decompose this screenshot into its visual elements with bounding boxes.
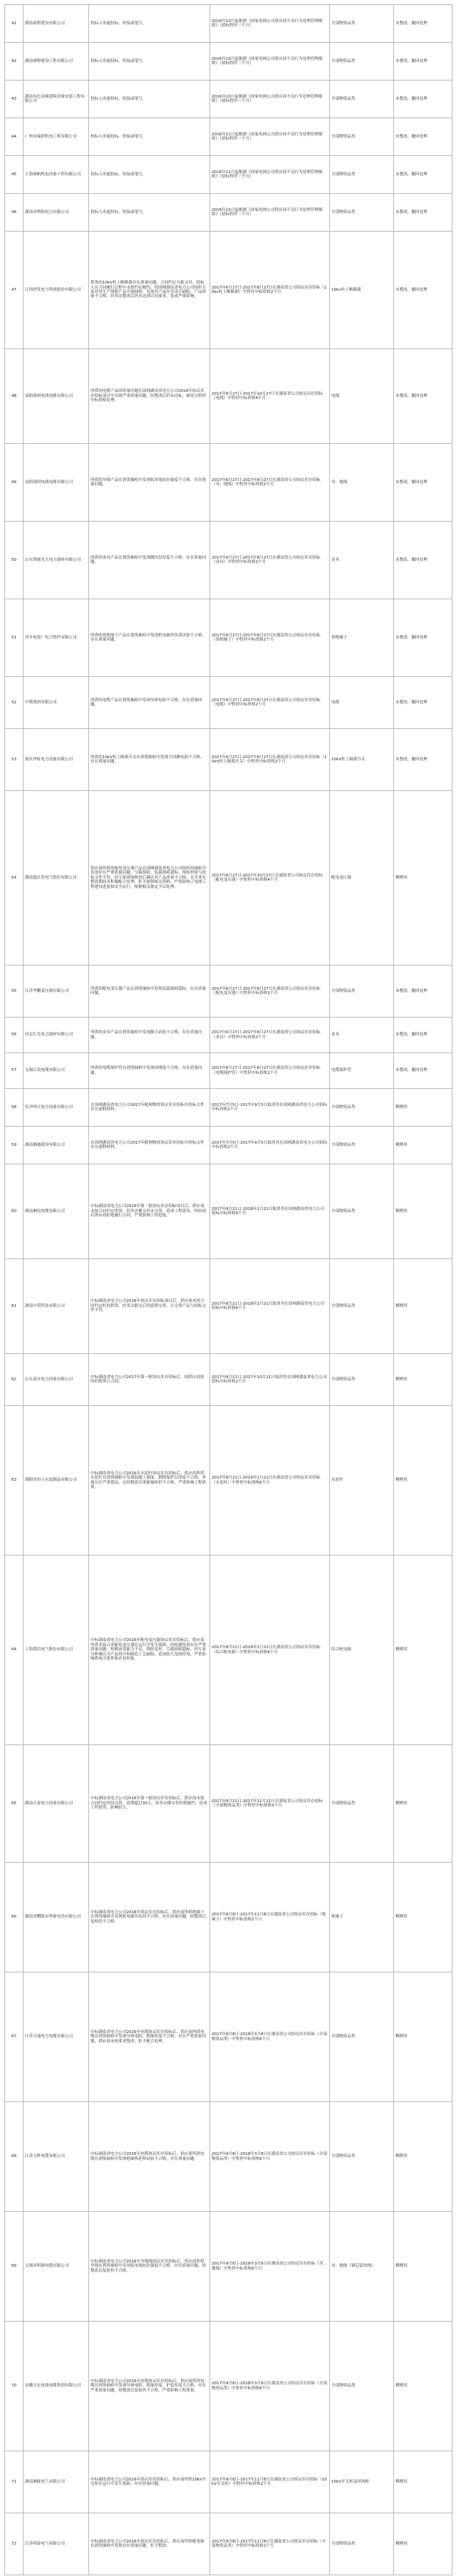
company-name: 上海睿帆机电设备工程有限公司 [24, 156, 89, 194]
table-row [5, 43, 452, 81]
penalty-period: 2017年6月27日-2017年8月27日在湖南省公司协议库存招标（导、地线）中暂停中标资格2个月 [210, 444, 330, 522]
company-name: 湖南省醴陵市华新电瓷有限公司 [24, 1863, 89, 1972]
handling-status: 未整改，撤回处理 [394, 81, 452, 118]
table-row [5, 2102, 452, 2212]
penalty-period: 2017年8月21日-2018年2月21日取消其在国网湖南省电力公司招标中标资格6个月 [210, 1259, 330, 1354]
penalty-period: 2017年9月8日-2017年11月8日在湖南省公司协议库存招标（全部物资品类）中暂停中标资格2个月 [210, 2513, 330, 2575]
handling-status: 剩例用 [394, 1745, 452, 1863]
row-number: 50 [5, 522, 24, 599]
row-number: 48 [5, 349, 24, 444]
table-row [5, 2322, 452, 2451]
material-type: 金具 [330, 522, 394, 599]
supplier-penalty-table [4, 4, 452, 2575]
company-name: 益阳珑琪电线电缆有限公司 [24, 444, 89, 522]
table-row [5, 118, 452, 156]
material-type: 全部物资品类 [330, 43, 394, 81]
violation-description: 投标人串通投标，短接或笔写， [89, 81, 210, 118]
row-number: 68 [5, 2102, 24, 2212]
violation-description: 投标人串通投标，短接或笔写， [89, 43, 210, 81]
company-name: 益阳珑琪电线电缆有限公司 [24, 349, 89, 444]
table-row [5, 1053, 452, 1089]
row-number: 70 [5, 2322, 24, 2451]
handling-status: 未整改，撤回处理 [394, 232, 452, 349]
material-type: 全部物资品类 [330, 966, 394, 1018]
table-row [5, 1745, 452, 1863]
table-row [5, 729, 452, 791]
company-name: 湖南有色金属建筑设备安装工程有限公司 [24, 81, 89, 118]
row-number: 66 [5, 1863, 24, 1972]
penalty-period: 2017年6月27日-2017年8月27日在湖南省公司协议库存招标（配电变压器）中暂停中标资格2个月 [210, 966, 330, 1018]
material-type: 全部物资品类 [330, 118, 394, 156]
table-row [5, 1259, 452, 1354]
violation-description: 投标人串通投标，短接或笔写， [89, 5, 210, 43]
penalty-period: 2016年11月起根据《国家电网公司供应商不良行为处理管理细则》（招标暂停一个月） [210, 118, 330, 156]
company-name: 重庆华虹电力设备有限公司 [24, 729, 89, 791]
penalty-period: 2017年7月5日-2017年9月5日取消其在国网湖南省电力公司招标中标资格2个月 [210, 1089, 330, 1127]
material-type: 导、地线（钢芯铝绞线） [330, 2212, 394, 2322]
company-name: 河北红光电力器材有限公司 [24, 1018, 89, 1053]
violation-description: 供应商所供的配电变压器产品在国网湖南省电力公司组织的抽检中发现存在严重质量问题，空载损耗、负载损耗超标，绕组材质与投标文件不符，经专家现场核查后确认其产品质量不合格，且企业在整改期间未积极配合处理，拒不提供相关资料，严重影响了电网工程建设进度和安全运行，根据相关规定予以处理。 [89, 791, 210, 966]
company-name: 湖南德沃普电气股份有限公司 [24, 791, 89, 966]
row-number: 61 [5, 1259, 24, 1354]
material-type: 电线 [330, 349, 394, 444]
penalty-period: 2016年10月起根据《国家电网公司供应商不良行为处理管理细则》（招标暂停三个月） [210, 5, 330, 43]
violation-description: 中标湖南省电力公司2016年电缆协议库存招标后，供应商所供电缆在到货抽检中发现绝缘热延伸试验不合格，存在质量问题。 [89, 2102, 210, 2212]
handling-status: 剩例用 [394, 791, 452, 966]
handling-status: 剩例用 [394, 2322, 452, 2451]
company-name: 江苏宝胜电缆有限公司 [24, 2102, 89, 2212]
material-type: 全部物资品类 [330, 5, 394, 43]
row-number: 60 [5, 1164, 24, 1259]
handling-status: 剩例用 [394, 1354, 452, 1406]
material-type: 10kv柱上断路器 [330, 232, 394, 349]
handling-status: 剩例用 [394, 1164, 452, 1259]
penalty-period: 2017年6月27日-2017年8月27日在湖南省公司协议库存招标（电缆）中暂停中标资格2个月 [210, 677, 330, 729]
row-number: 42 [5, 43, 24, 81]
company-name: 湖南中荣科技有限公司 [24, 1259, 89, 1354]
violation-description: 中标湖南省电力公司2016年协议库存招标项目后，供应商未按合同约定时间供货，经多次催交后仍延期交货，且交货产品与投标文件不符。 [89, 1259, 210, 1354]
handling-status: 未整改，撤回处理 [394, 1053, 452, 1089]
penalty-period: 2017年9月8日-2018年3月8日在湖南省公司协议库存招标（全部物资品类）中暂停中标资格6个月 [210, 1972, 330, 2102]
company-name: 湖南湘电电缆有限公司 [24, 1164, 89, 1259]
table-row [5, 156, 452, 194]
material-type: 全部物资品类 [330, 2102, 394, 2212]
violation-description: 中标湖南省电力公司2017年第一批协议库存招标后，因供应商原因拒绝签订合同。 [89, 1354, 210, 1406]
handling-status: 未整改，撤回处理 [394, 156, 452, 194]
row-number: 49 [5, 444, 24, 522]
table-row [5, 444, 452, 522]
table-row [5, 349, 452, 444]
row-number: 58 [5, 1089, 24, 1127]
handling-status: 未整改，撤回处理 [394, 5, 452, 43]
handling-status: 未整改，撤回处理 [394, 43, 452, 81]
table-row [5, 2513, 452, 2575]
violation-description: 所供的电缆产品在到货抽检中发现导体电阻不合格，存在质量问题。 [89, 677, 210, 729]
violation-description: 中标湖南省电力公司2016年电缆协议库存招标后，供应商所供电缆在到货抽检中发现导体电阻、绝缘厚度、护套厚度不合格，存在严重质量问题，经整改后复检仍不合格，严重影响工程质量。 [89, 2322, 210, 2451]
table-row [5, 1354, 452, 1406]
penalty-period: 2016年11月起根据《国家电网公司供应商不良行为处理管理细则》（招标暂停三个月） [210, 156, 330, 194]
table-row [5, 677, 452, 729]
penalty-period: 2017年6月27日-2017年10月27日在湖南省公司协议库存招标（配电变压器）中暂停中标资格4个月 [210, 791, 330, 966]
company-name: 安徽天宏电线电缆集团有限公司 [24, 2322, 89, 2451]
table-row [5, 1972, 452, 2102]
company-name: 长沙明天电力设备有限公司 [24, 1089, 89, 1127]
handling-status: 未整改，撤回处理 [394, 118, 452, 156]
table-row [5, 522, 452, 599]
material-type: 电缆保护管 [330, 1053, 394, 1089]
material-type: 金具 [330, 1018, 394, 1053]
table-row [5, 966, 452, 1018]
row-number: 44 [5, 118, 24, 156]
penalty-period: 2017年9月8日-2017年11月8日在湖南省公司协议库存招标（绝缘子）中暂停中标资格2个月 [210, 1863, 330, 1972]
row-number: 67 [5, 1972, 24, 2102]
row-number: 45 [5, 156, 24, 194]
company-name: 山东泰开电力设备有限公司 [24, 1354, 89, 1406]
violation-description: 所供的电缆产品因质量问题在国网湖南省电力公司2016年协议库存招标项目中出现严重质量问题，经整改后仍未达标，被处以暂停中标资格处理。 [89, 349, 210, 444]
handling-status: 未整改，撤回处理 [394, 599, 452, 677]
table-row [5, 599, 452, 677]
handling-status: 未整改，撤回处理 [394, 729, 452, 791]
violation-description: 中标湖南省电力公司2016年导地线协议库存招标后，供应商所供导线在到货抽检中发现铝单线抗拉强度不合格，存在质量问题，经整改后复检仍不合格。 [89, 2212, 210, 2322]
handling-status: 剩例用 [394, 1556, 452, 1745]
table-row [5, 1089, 452, 1127]
company-name: 湖南琦程建设有限公司 [24, 5, 89, 43]
table-row [5, 2212, 452, 2322]
company-name: 无锡江南电缆有限公司 [24, 1053, 89, 1089]
table-row [5, 2451, 452, 2513]
material-type: 全部物资品类 [330, 1089, 394, 1127]
table-row [5, 5, 452, 43]
company-name: 湖南湘能电气有限公司 [24, 2451, 89, 2513]
penalty-period: 2017年6月27日-2017年8月27日在湖南省公司协议库存招标（10kv柱上断路器）中暂停中标资格2个月 [210, 232, 330, 349]
row-number: 54 [5, 791, 24, 966]
company-name: 广州市瑞舒机电工程有限公司 [24, 118, 89, 156]
material-type: 电缆 [330, 677, 394, 729]
penalty-period: 2017年8月21日-2018年2月21日取消其在国网湖南省电力公司招标中标资格6个月 [210, 1164, 330, 1259]
violation-description: 投标人串通投标，短接或笔写， [89, 118, 210, 156]
material-type: 全部物资品类 [330, 156, 394, 194]
row-number: 41 [5, 5, 24, 43]
violation-description: 投标人串通投标，短接或笔写， [89, 156, 210, 194]
material-type: 全部物资品类 [330, 2513, 394, 2575]
penalty-period: 2017年8月21日-2017年10月21日取消其在国网湖南省电力公司招标中标资格2个月 [210, 1354, 330, 1406]
penalty-period: 2017年6月27日-2017年8月27日在湖南省公司协议库存招标（金具）中暂停中标资格2个月 [210, 1018, 330, 1053]
material-type: 配电变压器 [330, 791, 394, 966]
violation-description: 中标湖南省电力公司2016年协议库存招标后，供应商所供绝缘子在到货抽检中发现机电破坏负荷不合格，存在质量问题，经整改后复检仍不合格。 [89, 1863, 210, 1972]
company-name: 中缆集团有限公司 [24, 677, 89, 729]
company-name: 无锡市明珠电缆有限公司 [24, 2212, 89, 2322]
material-type: 综合配电箱 [330, 1556, 394, 1745]
penalty-period: 2017年9月8日-2018年3月8日在湖南省公司协议库存招标（导、地线）中暂停中标资格6个月 [210, 2212, 330, 2322]
material-type: 全部物资品类 [330, 2322, 394, 2451]
row-number: 65 [5, 1745, 24, 1863]
penalty-period: 2016年10月起根据《国家电网公司供应商不良行为处理管理细则》（招标暂停三个月） [210, 43, 330, 81]
row-number: 52 [5, 677, 24, 729]
handling-status: 剩例用 [394, 2451, 452, 2513]
row-number: 51 [5, 599, 24, 677]
material-type: 全部物资品类 [330, 1972, 394, 2102]
penalty-period: 2017年9月8日-2017年11月8日在湖南省公司协议库存招标（10kV开关柜）中暂停中标资格2个月 [210, 2451, 330, 2513]
company-name: 江西伊发电力科技股份有限公司 [24, 232, 89, 349]
penalty-period: 2017年8月21日-2017年11月21日在湖南省公司协议库存招标（全部物资品类）中暂停中标资格3个月 [210, 1745, 330, 1863]
handling-status: 剩例用 [394, 1259, 452, 1354]
table-row [5, 1556, 452, 1745]
violation-description: 中标湖南省电力公司2016年电缆协议库存招标后，供应商所供电缆在到货抽检中发现导体电阻、绝缘厚度不合格，存在严重质量问题，供应商未按要求整改，拒不配合处理。 [89, 1972, 210, 2102]
handling-status: 剩例用 [394, 1972, 452, 2102]
company-name: 浏阳市恒立水泥制品有限公司 [24, 1406, 89, 1556]
handling-status: 未整改，撤回处理 [394, 194, 452, 232]
handling-status: 未整改，撤回处理 [394, 444, 452, 522]
material-type: 全部物资品类 [330, 1354, 394, 1406]
material-type: 瓷绝缘子 [330, 599, 394, 677]
row-number: 59 [5, 1127, 24, 1164]
violation-description: 投标人串通投标，短接或笔写， [89, 194, 210, 232]
table-row [5, 81, 452, 118]
row-number: 57 [5, 1053, 24, 1089]
company-name: 湖南正泰电力设备有限公司 [24, 1745, 89, 1863]
penalty-period: 2017年9月8日-2018年3月8日在湖南省公司协议库存招标（全部物资品类）中暂停中标资格6个月 [210, 2322, 330, 2451]
row-number: 43 [5, 81, 24, 118]
handling-status: 未整改，撤回处理 [394, 1018, 452, 1053]
violation-description: 所供的瓷绝缘子产品在到货抽检中发现机电破坏负荷试验不合格，存在质量问题。 [89, 599, 210, 677]
row-number: 55 [5, 966, 24, 1018]
violation-description: 中标湖南省电力公司2016年第一批协议库存招标后，供应商未按合同约定时间交货，延期超过30天，经多次催交仍拒绝履约，造成工程延误，影响较大。 [89, 1745, 210, 1863]
handling-status: 未整改，撤回处理 [394, 349, 452, 444]
handling-status: 剩例用 [394, 1089, 452, 1127]
penalty-period: 2017年7月5日-2017年9月5日取消其在国网湖南省电力公司招标中标资格2个月 [210, 1127, 330, 1164]
row-number: 72 [5, 2513, 24, 2575]
violation-description: 在国网湖南省电力公司2017年配网物资协议库存招标中投标文件存在虚假材料。 [89, 1089, 210, 1127]
violation-description: 中标湖南省电力公司2016年协议库存招标后，供应商所供配电箱在到货抽检中发现存在质量问题，拒不整改。 [89, 2513, 210, 2575]
penalty-period: 2017年6月27日-2017年8月27日在湖南省公司协议库存招标（电缆保护管）中暂停中标资格2个月 [210, 1053, 330, 1089]
handling-status: 剩例用 [394, 2513, 452, 2575]
handling-status: 剩例用 [394, 1127, 452, 1164]
material-type: 全部物资品类 [330, 1164, 394, 1259]
handling-status: 剩例用 [394, 2212, 452, 2322]
row-number: 64 [5, 1556, 24, 1745]
table-row [5, 232, 452, 349]
violation-description: 在国网湖南省电力公司2017年配网物资协议库存招标中投标文件存在虚假材料。 [89, 1127, 210, 1164]
material-type: 导、地线 [330, 444, 394, 522]
table-row [5, 1018, 452, 1053]
material-type: 全部物资品类 [330, 194, 394, 232]
handling-status: 剩例用 [394, 2102, 452, 2212]
table-body [5, 5, 452, 2575]
violation-description: 所供的10kV柱上隔离开关在到货抽检中发现主回路电阻不合格，存在质量问题。 [89, 729, 210, 791]
company-name: 江苏亨通电力电缆有限公司 [24, 1972, 89, 2102]
penalty-period: 2017年8月21日-2018年2月21日在湖南省公司协议库存招标（水泥杆）中暂停中标资格6个月 [210, 1406, 330, 1556]
material-type: 全部物资品类 [330, 1127, 394, 1164]
handling-status: 剩例用 [394, 1863, 452, 1972]
penalty-period: 2017年6月27日-2017年8月27日在湖南省公司协议库存招标（10kV柱上隔离开关）中暂停中标资格2个月 [210, 729, 330, 791]
row-number: 62 [5, 1354, 24, 1406]
table-row [5, 194, 452, 232]
material-type: 水泥杆 [330, 1406, 394, 1556]
violation-description: 所供的电缆保护管在到货抽检中发现环刚度不合格，存在质量问题。 [89, 1053, 210, 1089]
penalty-period: 2017年6月27日-2017年8月27日在湖南省公司协议库存招标（瓷绝缘子）中暂停中标资格2个月 [210, 599, 330, 677]
violation-description: 中标湖南省电力公司2016年配电变压器协议库存招标后，供应商所供非晶合金配电变压器在运行中发生故障，经检测发现存在严重质量问题：短路承受能力不足，绕组变形，空载损耗超标，经专家分析确认为产品设计和制造工艺缺陷，造成较大范围停电，严重影响供电可靠性和企业形象。 [89, 1556, 210, 1745]
row-number: 47 [5, 232, 24, 349]
material-type: 全部物资品类 [330, 81, 394, 118]
violation-description: 所供的金具产品在到货抽检中发现镀锌层厚度不合格，存在质量问题。 [89, 522, 210, 599]
violation-description: 所供的配电变压器产品在到货抽检中发现负载损耗超标，存在质量问题。 [89, 966, 210, 1018]
violation-description: 中标湖南省电力公司2016年水泥杆协议库存招标后，供应商所供水泥杆在到货抽检中发现混凝土强度、钢筋保护层厚度不合格，外观存在严重裂纹，且经整改后重新抽检仍不合格，严重影响工程质量。 [89, 1406, 210, 1556]
handling-status: 未整改，撤回处理 [394, 966, 452, 1018]
company-name: 湖南湘通建设有限公司 [24, 1127, 89, 1164]
handling-status: 剩例用 [394, 1406, 452, 1556]
penalty-period: 2016年10月起根据《国家电网公司供应商不良行为处理管理细则》（招标暂停三个月） [210, 194, 330, 232]
company-name: 江苏华鹏变压器有限公司 [24, 966, 89, 1018]
material-type: 10kV开关柜及环网柜 [330, 2451, 394, 2513]
company-name: 萍乡电瓷厂电力瓷件有限公司 [24, 599, 89, 677]
violation-description: 所供的导线产品在到货抽检中发现铝单线抗拉强度不合格，存在质量问题。 [89, 444, 210, 522]
company-name: 山东鲁能光大电力器材有限公司 [24, 522, 89, 599]
table-row [5, 791, 452, 966]
handling-status: 未整改，撤回处理 [394, 522, 452, 599]
company-name: 湖南省利和电力有限公司 [24, 194, 89, 232]
material-type: 全部物资品类 [330, 1745, 394, 1863]
handling-status: 未整改，撤回处理 [394, 677, 452, 729]
company-name: 湖南赛程建设工程有限公司 [24, 43, 89, 81]
penalty-period: 2016年10月起根据《国家电网公司供应商不良行为处理管理细则》（招标暂停一个月） [210, 81, 330, 118]
penalty-period: 2017年9月8日-2018年3月8日在湖南省公司协议库存招标（全部物资品类）中暂停中标资格6个月 [210, 2102, 330, 2212]
table-row [5, 1863, 452, 1972]
penalty-period: 2017年6月27日-2017年8月27日在湖南省公司协议库存招标（金具）中暂停中标资格2个月 [210, 522, 330, 599]
violation-description: 中标湖南省电力公司2016年协议库存招标后，供应商所供10kV开关柜在运行中发生故障，存在质量问题。 [89, 2451, 210, 2513]
material-type: 全部物资品类 [330, 1259, 394, 1354]
row-number: 56 [5, 1018, 24, 1053]
violation-description: 所供的金具产品在到货抽检中发现握力试验不合格，存在质量问题。 [89, 1018, 210, 1053]
row-number: 53 [5, 729, 24, 791]
penalty-period: 2017年8月21日-2018年2月21日在湖南省公司协议库存招标（综合配电箱）中暂停中标资格6个月 [210, 1556, 330, 1745]
row-number: 71 [5, 2451, 24, 2513]
material-type: 绝缘子 [330, 1863, 394, 1972]
penalty-period: 2017年6月27日-2017年10月27日在湖南省公司协议库存招标（电线）中暂停中标资格4个月 [210, 349, 330, 444]
violation-description: 供货的10kV柱上断路器存在质量问题，合同约定分批交付，投标人在合同履行过程中未按约定履约，经国网湖南省电力公司组织专家对其生产线和产品开展抽检，发现其产品存在设计缺陷，产品质量不合格，经多次整改后仍未达到合同要求，造成严重影响。 [89, 232, 210, 349]
company-name: 上海置信电气股份有限公司 [24, 1556, 89, 1745]
table-row [5, 1127, 452, 1164]
row-number: 46 [5, 194, 24, 232]
row-number: 63 [5, 1406, 24, 1556]
row-number: 69 [5, 2212, 24, 2322]
table-row [5, 1406, 452, 1556]
company-name: 江苏明泰电气有限公司 [24, 2513, 89, 2575]
material-type: 10kV柱上隔离开关 [330, 729, 394, 791]
table-row [5, 1164, 452, 1259]
violation-description: 中标湖南省电力公司2016年第二批协议库存招标项目后，供应商未按合同约定供货，经多次催交仍未交货，造成工程延误，经协商后供应商拒绝履行合同，严重影响工程进度。 [89, 1164, 210, 1259]
